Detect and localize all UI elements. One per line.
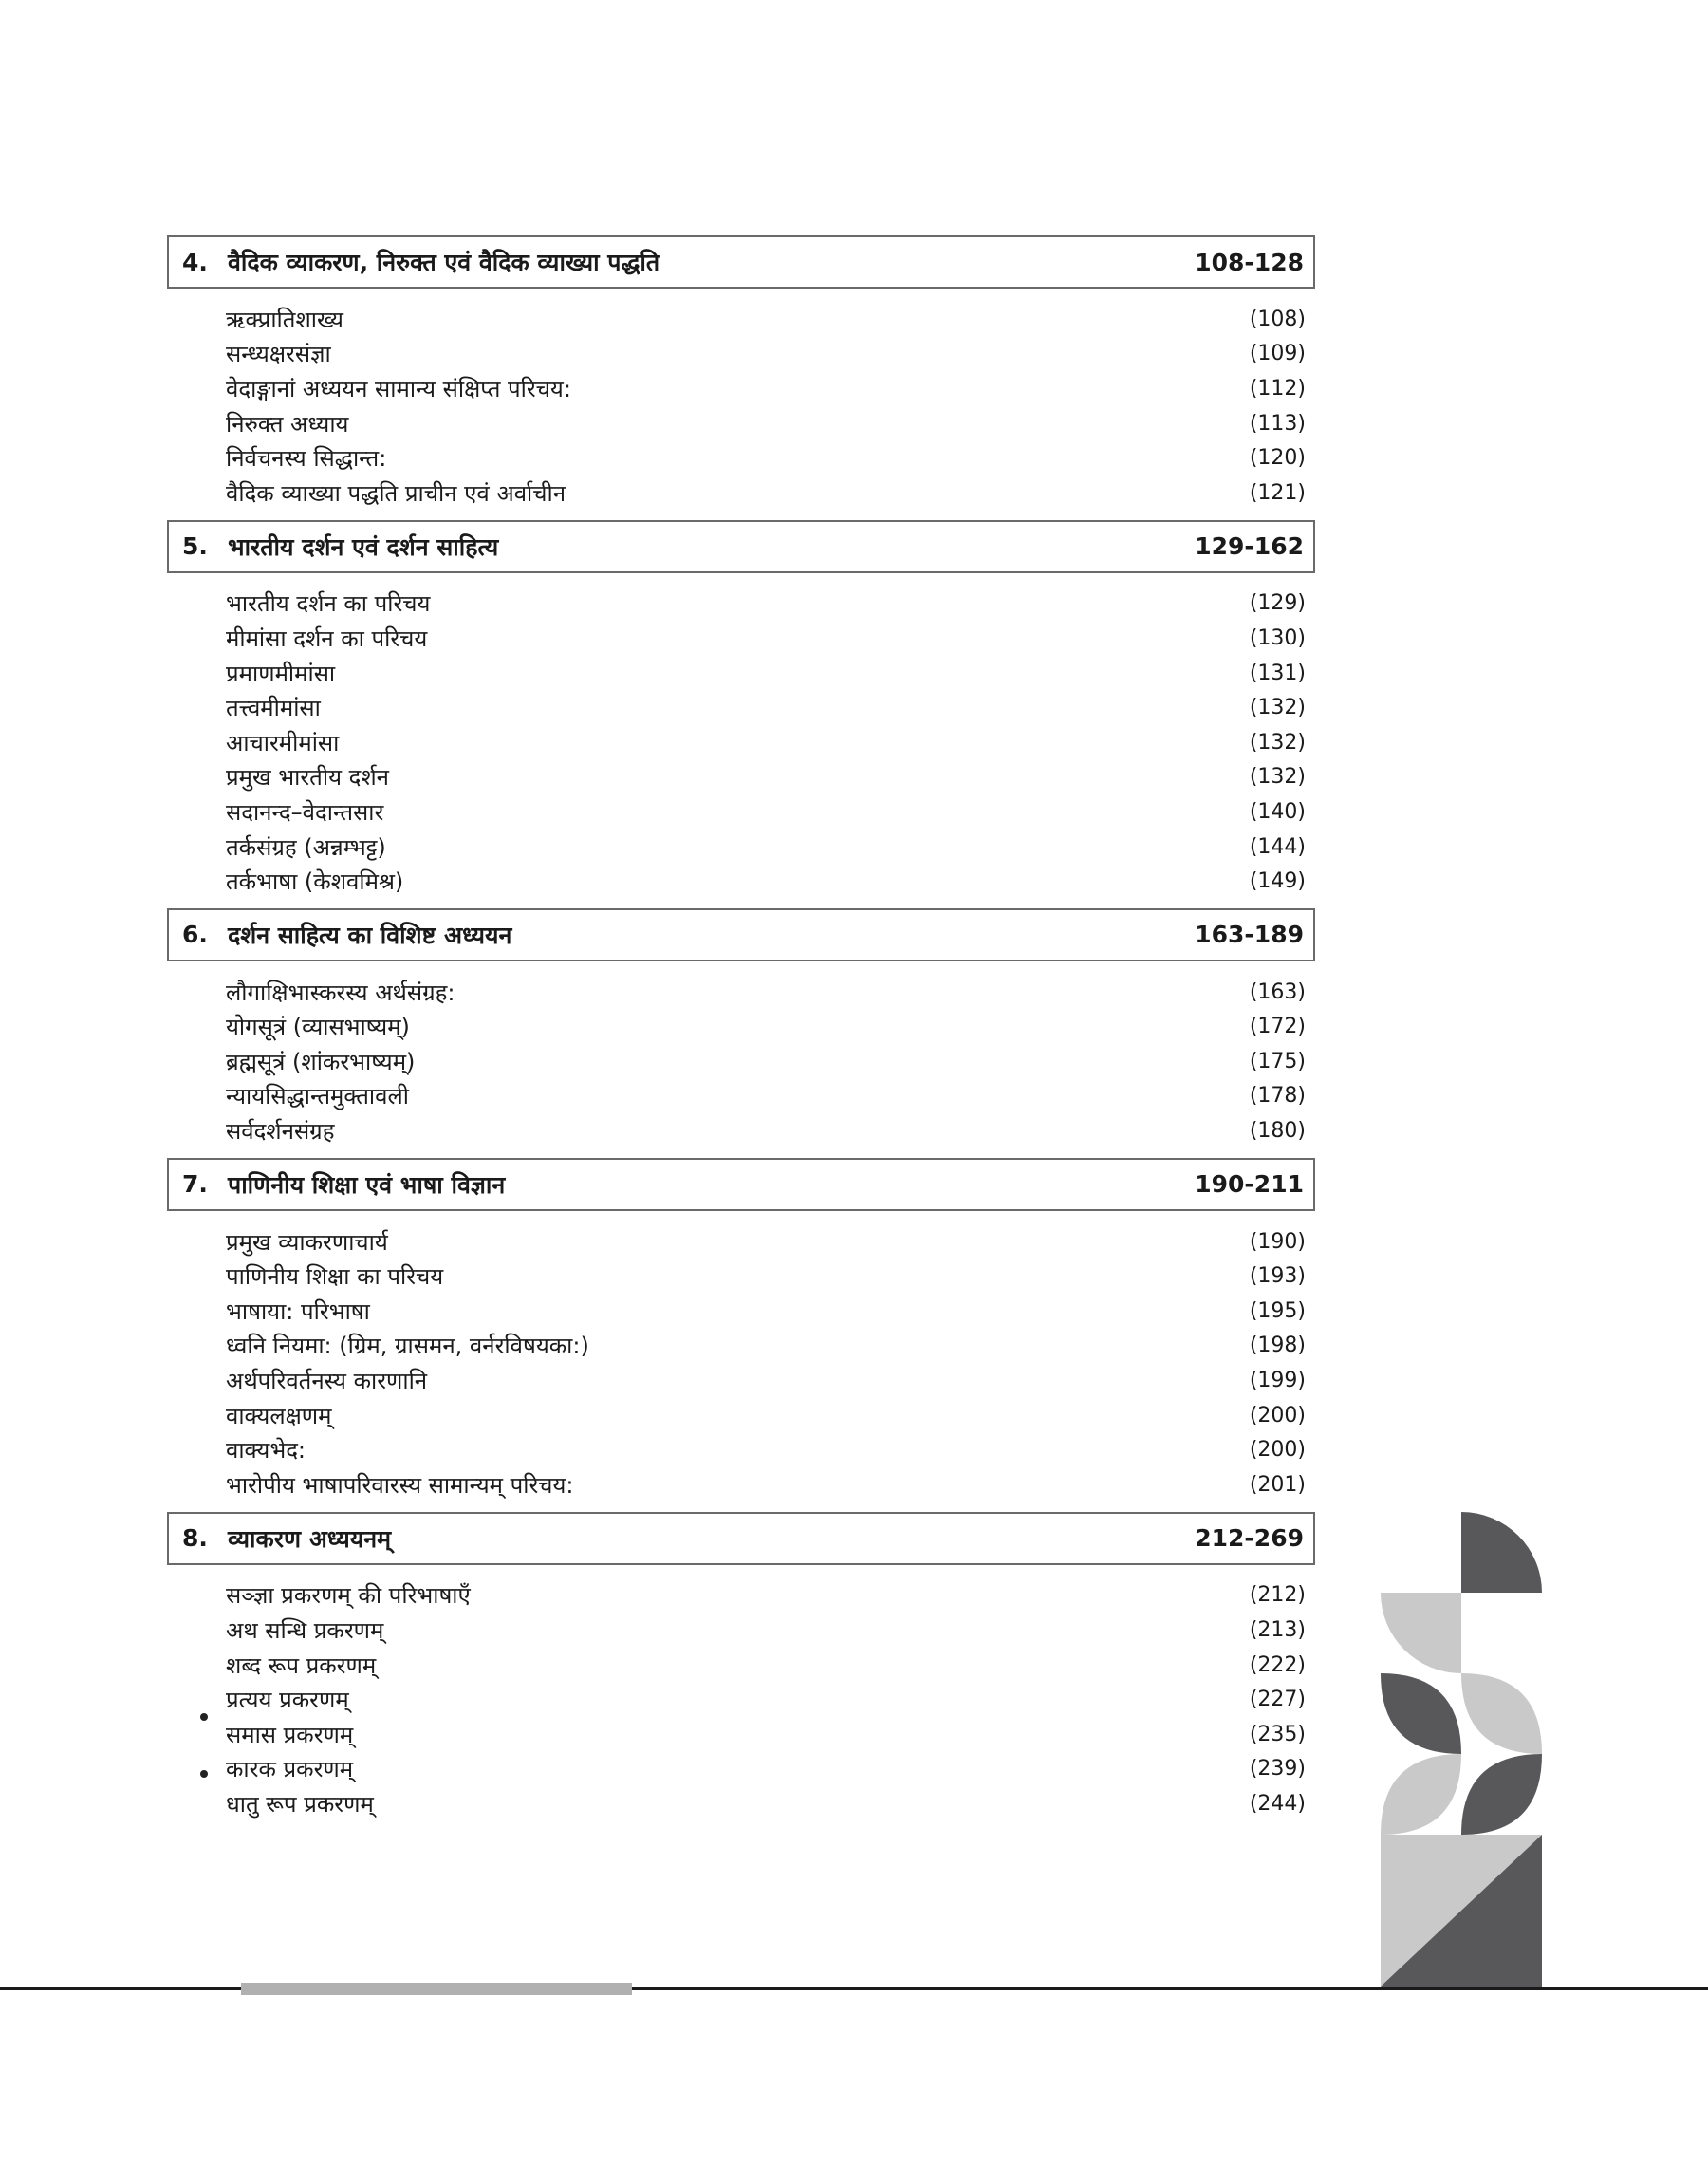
entry-page: (140) [1249, 799, 1306, 824]
entry-page: (190) [1249, 1229, 1306, 1254]
chapter-number: 7. [182, 1170, 208, 1199]
toc-entry[interactable] [167, 587, 1315, 622]
toc-entry[interactable] [167, 864, 1315, 899]
chapter-page-range: 129-162 [1195, 532, 1304, 561]
chapter-heading[interactable] [167, 908, 1315, 961]
entry-page: (239) [1249, 1757, 1306, 1782]
chapter-entries [167, 961, 1315, 1158]
entry-page: (227) [1249, 1688, 1306, 1712]
entry-title: प्रमुख भारतीय दर्शन [226, 764, 390, 792]
entry-page: (132) [1249, 696, 1306, 720]
toc-entry[interactable] [167, 1682, 1315, 1717]
toc-entry[interactable] [167, 1079, 1315, 1114]
chapter-7 [167, 1158, 1315, 1512]
entry-page: (131) [1249, 661, 1306, 685]
entry-title: वैदिक व्याख्या पद्धति प्राचीन एवं अर्वाचीन [226, 479, 566, 507]
entry-page: (109) [1249, 342, 1306, 366]
toc-entry[interactable] [167, 760, 1315, 795]
chapter-page-range: 108-128 [1195, 248, 1304, 276]
entry-title: शब्द रूप प्रकरणम् [226, 1651, 377, 1679]
toc-entry[interactable] [167, 830, 1315, 865]
toc-entry[interactable] [167, 406, 1315, 441]
deco-light-leaf [1381, 1754, 1461, 1835]
entry-page: (244) [1249, 1791, 1306, 1816]
entry-title: सन्ध्यक्षरसंज्ञा [226, 341, 331, 368]
toc-entry[interactable] [167, 1467, 1315, 1502]
entry-title: पाणिनीय शिक्षा का परिचय [226, 1263, 444, 1291]
entry-page: (193) [1249, 1264, 1306, 1289]
chapter-title: वैदिक व्याकरण, निरुक्त एवं वैदिक व्याख्या पद्धति [228, 249, 660, 276]
entry-page: (235) [1249, 1722, 1306, 1746]
entry-title: योगसूत्रं (व्यासभाष्यम्) [226, 1014, 410, 1041]
deco-dark-quarter-circle [1461, 1512, 1542, 1593]
entry-title: भारोपीय भाषापरिवारस्य सामान्यम् परिचय: [226, 1471, 574, 1499]
entry-page: (120) [1249, 446, 1306, 471]
entry-page: (200) [1249, 1438, 1306, 1463]
entry-page: (175) [1249, 1049, 1306, 1073]
footer-accent-bar [241, 1983, 632, 1995]
entry-page: (132) [1249, 765, 1306, 790]
chapter-entries [167, 1211, 1315, 1512]
entry-title: निर्वचनस्य सिद्धान्त: [226, 445, 387, 473]
toc-entry[interactable] [167, 1398, 1315, 1433]
entry-title: ऋक्प्रातिशाख्य [226, 306, 343, 333]
entry-page: (132) [1249, 730, 1306, 755]
chapter-title: व्याकरण अध्ययनम् [228, 1524, 392, 1553]
chapter-entries [167, 289, 1315, 520]
entry-page: (199) [1249, 1369, 1306, 1393]
entry-title: अर्थपरिवर्तनस्य कारणानि [226, 1368, 428, 1395]
entry-title: प्रमाणमीमांसा [226, 660, 336, 687]
toc-entry[interactable] [167, 476, 1315, 511]
entry-title: वाक्यलक्षणम् [226, 1402, 332, 1429]
entry-title: तत्त्वमीमांसा [226, 695, 321, 722]
toc-entry[interactable] [167, 1648, 1315, 1683]
toc-entry[interactable] [167, 621, 1315, 656]
decorative-geometric-graphic [1381, 1512, 1542, 1987]
entry-page: (178) [1249, 1084, 1306, 1109]
entry-page: (108) [1249, 307, 1306, 331]
entry-title: भाषाया: परिभाषा [226, 1297, 370, 1325]
entry-title: समास प्रकरणम् [226, 1721, 354, 1748]
entry-page: (144) [1249, 834, 1306, 859]
toc-entry[interactable] [167, 1613, 1315, 1648]
toc-entry[interactable] [167, 725, 1315, 760]
entry-page: (113) [1249, 411, 1306, 436]
entry-title: ब्रह्मसूत्रं (शांकरभाष्यम्) [226, 1048, 416, 1075]
chapter-8 [167, 1512, 1315, 1831]
toc-entry[interactable] [167, 371, 1315, 406]
chapter-heading[interactable] [167, 1512, 1315, 1565]
chapter-page-range: 190-211 [1195, 1170, 1304, 1199]
toc-entry[interactable] [167, 302, 1315, 337]
deco-dark-leaf [1461, 1754, 1542, 1835]
entry-page: (112) [1249, 376, 1306, 401]
chapter-4 [167, 235, 1315, 520]
entry-title: सञ्ज्ञा प्रकरणम् की परिभाषाएँ [226, 1582, 471, 1610]
entry-title: तर्कसंग्रह (अन्नम्भट्ट) [226, 833, 386, 861]
chapter-number: 5. [182, 532, 208, 561]
entry-page: (222) [1249, 1652, 1306, 1677]
chapter-entries [167, 1565, 1315, 1831]
chapter-number: 4. [182, 248, 208, 276]
deco-light-leaf [1461, 1673, 1542, 1754]
entry-title: अथ सन्धि प्रकरणम् [226, 1617, 384, 1645]
chapter-6 [167, 908, 1315, 1158]
bullet-mark [200, 1713, 208, 1721]
entry-page: (149) [1249, 869, 1306, 894]
entry-page: (172) [1249, 1015, 1306, 1039]
entry-title: न्यायसिद्धान्तमुक्तावली [226, 1083, 409, 1110]
entry-page: (201) [1249, 1472, 1306, 1497]
toc-entry[interactable] [167, 1259, 1315, 1294]
chapter-number: 6. [182, 921, 208, 949]
toc-entry[interactable] [167, 1752, 1315, 1787]
chapter-number: 8. [182, 1524, 208, 1553]
toc-entry[interactable] [167, 337, 1315, 372]
entry-title: प्रमुख व्याकरणाचार्य [226, 1228, 388, 1256]
chapter-heading[interactable] [167, 235, 1315, 289]
chapter-5 [167, 520, 1315, 908]
entry-title: धातु रूप प्रकरणम् [226, 1790, 374, 1818]
chapter-title: पाणिनीय शिक्षा एवं भाषा विज्ञान [228, 1170, 506, 1199]
entry-page: (212) [1249, 1583, 1306, 1608]
toc-entry[interactable] [167, 1432, 1315, 1467]
bullet-mark [200, 1770, 208, 1778]
entry-page: (195) [1249, 1298, 1306, 1323]
toc-entry[interactable] [167, 1294, 1315, 1329]
table-of-contents [167, 235, 1315, 1831]
toc-entry[interactable] [167, 1786, 1315, 1821]
entry-title: सर्वदर्शनसंग्रह [226, 1118, 335, 1146]
entry-page: (198) [1249, 1334, 1306, 1358]
chapter-page-range: 163-189 [1195, 921, 1304, 949]
toc-entry[interactable] [167, 690, 1315, 725]
toc-entry[interactable] [167, 1044, 1315, 1079]
entry-title: भारतीय दर्शन का परिचय [226, 590, 431, 618]
entry-page: (200) [1249, 1403, 1306, 1427]
toc-entry[interactable] [167, 1363, 1315, 1398]
entry-page: (213) [1249, 1618, 1306, 1643]
entry-title: ध्वनि नियमा: (ग्रिम, ग्रासमन, वर्नरविषयका:) [226, 1333, 589, 1360]
chapter-title: भारतीय दर्शन एवं दर्शन साहित्य [228, 532, 499, 561]
entry-page: (163) [1249, 980, 1306, 1004]
entry-page: (180) [1249, 1119, 1306, 1144]
entry-page: (129) [1249, 591, 1306, 616]
toc-entry[interactable] [167, 1224, 1315, 1259]
entry-title: आचारमीमांसा [226, 729, 340, 756]
deco-light-quarter-circle [1381, 1593, 1461, 1673]
toc-entry[interactable] [167, 1717, 1315, 1752]
chapter-entries [167, 573, 1315, 908]
chapter-heading[interactable] [167, 520, 1315, 573]
chapter-heading[interactable] [167, 1158, 1315, 1211]
deco-dark-leaf [1381, 1673, 1461, 1754]
toc-entry[interactable] [167, 1010, 1315, 1045]
entry-title: कारक प्रकरणम् [226, 1756, 354, 1783]
entry-title: निरुक्त अध्याय [226, 410, 349, 438]
toc-entry[interactable] [167, 1329, 1315, 1364]
entry-title: वेदाङ्गानां अध्ययन सामान्य संक्षिप्त परिचय: [226, 375, 571, 402]
entry-title: प्रत्यय प्रकरणम् [226, 1687, 349, 1714]
entry-title: लौगाक्षिभास्करस्य अर्थसंग्रह: [226, 979, 455, 1006]
entry-title: वाक्यभेद: [226, 1437, 306, 1465]
chapter-title: दर्शन साहित्य का विशिष्ट अध्ययन [228, 921, 512, 949]
entry-title: सदानन्द–वेदान्तसार [226, 798, 384, 826]
entry-page: (121) [1249, 480, 1306, 505]
entry-page: (130) [1249, 625, 1306, 650]
toc-entry[interactable] [167, 1113, 1315, 1148]
toc-entry[interactable] [167, 1578, 1315, 1614]
entry-title: तर्कभाषा (केशवमिश्र) [226, 868, 404, 896]
toc-entry[interactable] [167, 440, 1315, 476]
entry-title: मीमांसा दर्शन का परिचय [226, 625, 428, 652]
toc-entry[interactable] [167, 656, 1315, 691]
toc-entry[interactable] [167, 975, 1315, 1010]
chapter-page-range: 212-269 [1195, 1524, 1304, 1553]
toc-entry[interactable] [167, 794, 1315, 830]
